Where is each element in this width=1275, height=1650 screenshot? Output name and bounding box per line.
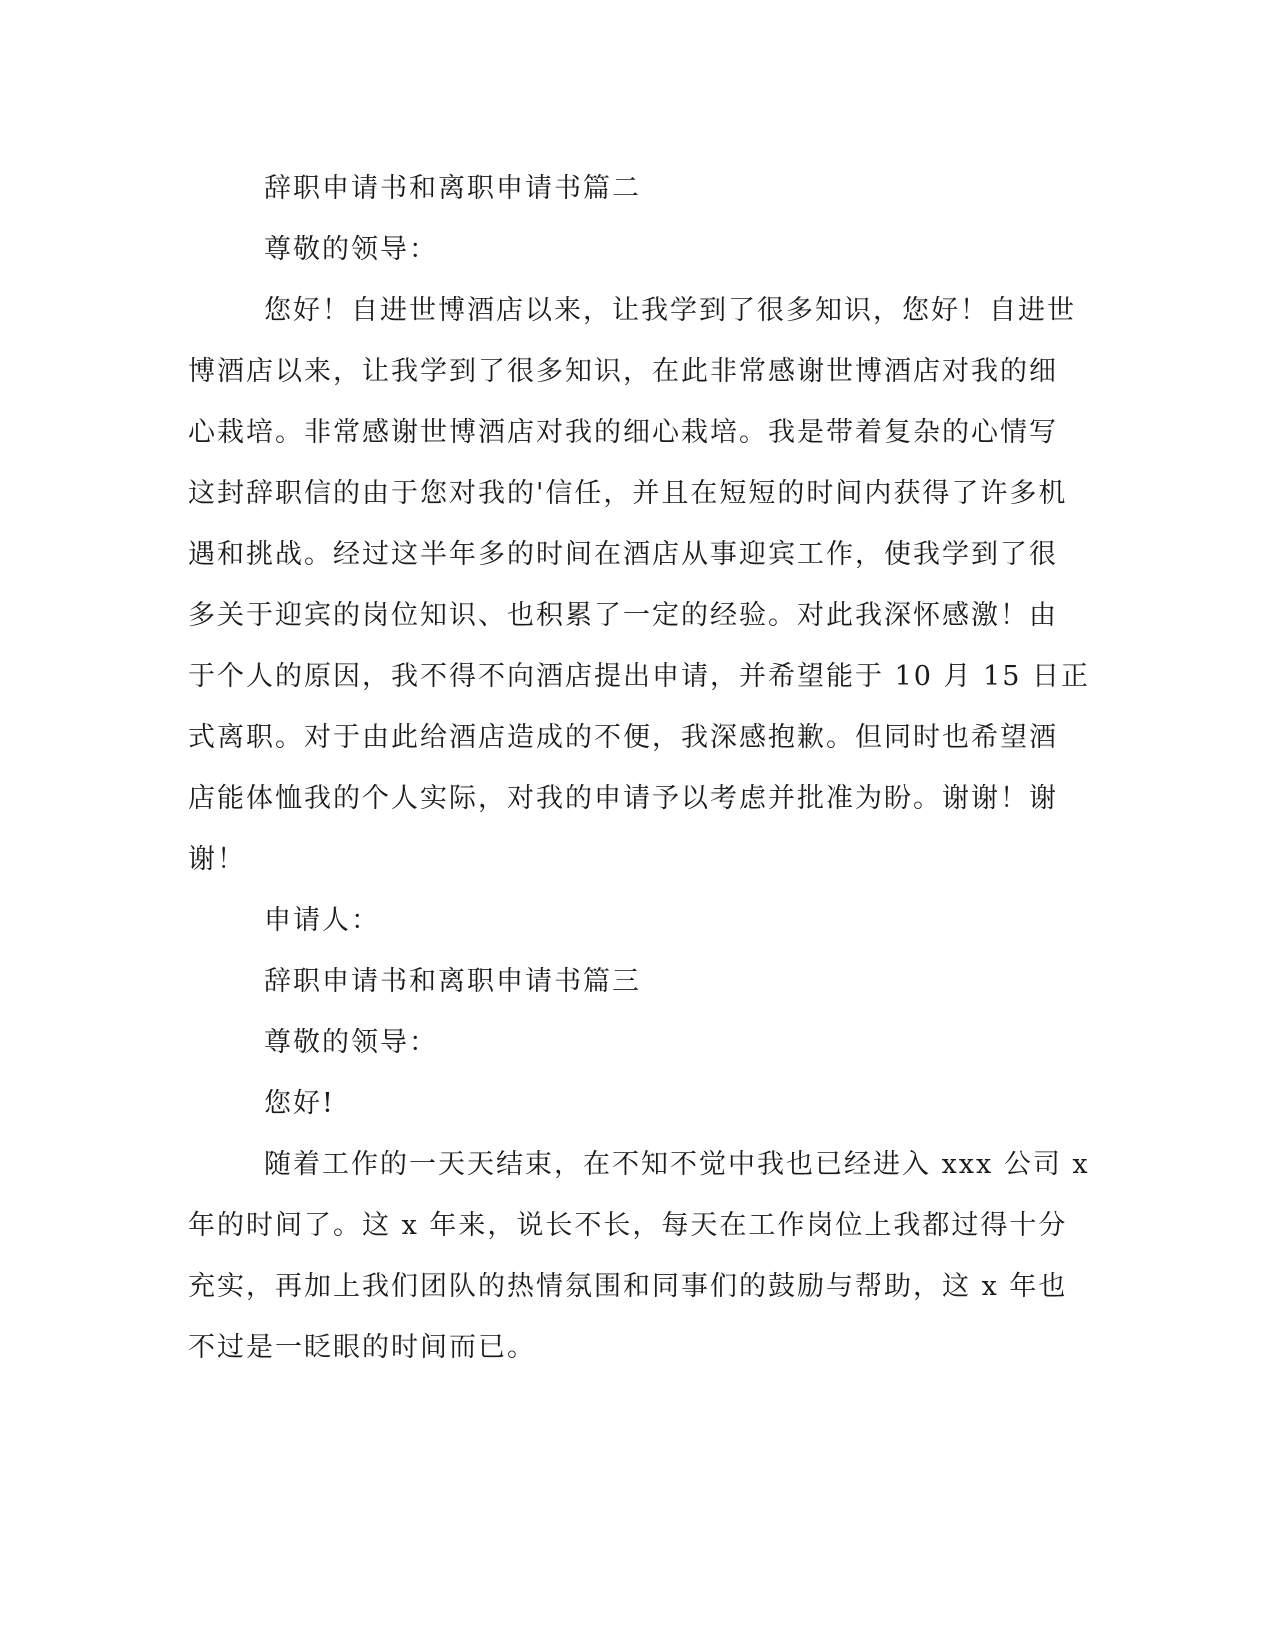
section-title: 辞职申请书和离职申请书篇二 — [264, 173, 641, 204]
paragraph-line: 心栽培。非常感谢世博酒店对我的细心栽培。我是带着复杂的心情写 — [188, 417, 1058, 448]
signature-label: 申请人： — [264, 905, 380, 936]
paragraph-line: 博酒店以来，让我学到了很多知识，在此非常感谢世博酒店对我的细 — [188, 356, 1058, 387]
paragraph-line: 式离职。对于由此给酒店造成的不便，我深感抱歉。但同时也希望酒 — [188, 722, 1058, 753]
paragraph-line: 遇和挑战。经过这半年多的时间在酒店从事迎宾工作，使我学到了很 — [188, 539, 1058, 570]
paragraph-line: 随着工作的一天天结束，在不知不觉中我也已经进入 xxx 公司 x — [264, 1149, 1090, 1180]
document-body — [188, 158, 1091, 1378]
greeting: 您好! — [264, 1088, 335, 1119]
salutation: 尊敬的领导： — [264, 234, 438, 265]
paragraph-line: 不过是一眨眼的时间而已。 — [188, 1332, 536, 1363]
paragraph-line: 谢！ — [188, 844, 246, 875]
salutation: 尊敬的领导： — [264, 1027, 438, 1058]
paragraph-line: 这封辞职信的由于您对我的'信任，并且在短短的时间内获得了许多机 — [188, 478, 1068, 509]
paragraph-line: 多关于迎宾的岗位知识、也积累了一定的经验。对此我深怀感激！由 — [188, 600, 1058, 631]
paragraph-line: 店能体恤我的个人实际，对我的申请予以考虑并批准为盼。谢谢！谢 — [188, 783, 1058, 814]
letter-paragraph — [188, 280, 1091, 890]
paragraph-line: 于个人的原因，我不得不向酒店提出申请，并希望能于 10 月 15 日正 — [188, 661, 1091, 692]
paragraph-line: 年的时间了。这 x 年来，说长不长，每天在工作岗位上我都过得十分 — [188, 1210, 1068, 1241]
paragraph-line: 充实，再加上我们团队的热情氛围和同事们的鼓励与帮助，这 x 年也 — [188, 1271, 1068, 1302]
paragraph-line: 您好！自进世博酒店以来，让我学到了很多知识，您好！自进世 — [264, 295, 1076, 326]
section-title: 辞职申请书和离职申请书篇三 — [264, 966, 641, 997]
letter-paragraph — [188, 1134, 1090, 1378]
